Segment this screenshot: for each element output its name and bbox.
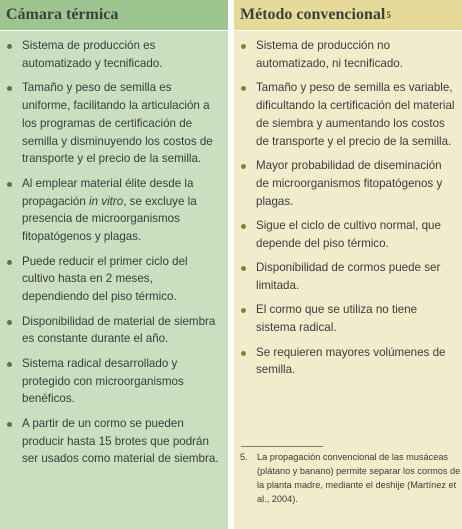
- list-item: Sistema de producción es automatizado y tecnificado.: [6, 37, 222, 73]
- list-item: Disponibilidad de material de siembra es constante durante el año.: [6, 313, 222, 349]
- bullet-icon: [7, 86, 12, 91]
- list-item: El cormo que se utiliza no tiene sistema radical.: [240, 301, 456, 337]
- bullet-icon: [241, 44, 246, 49]
- footnote-divider: [241, 446, 323, 447]
- list-item: Mayor probabilidad de diseminación de microorganismos fitopatógenos y plagas.: [240, 157, 456, 210]
- list-item: Sistema de producción no automatizado, ni tecnificado.: [240, 37, 456, 73]
- bullet-icon: [7, 362, 12, 367]
- conventional-method-heading: Método convencional 5: [234, 0, 462, 30]
- conventional-method-title: Método convencional: [240, 6, 386, 23]
- list-item: Disponibilidad de cormos puede ser limitada.: [240, 259, 456, 295]
- footnote-text: La propagación convencional de las musáceas (plátano y banano) permite separar los cormos de la planta madre, mediante el deshije (Martínez et al., 2004).: [257, 452, 461, 504]
- thermal-chamber-title: Cámara térmica: [6, 6, 119, 23]
- bullet-icon: [241, 224, 246, 229]
- list-item: Tamaño y peso de semilla es variable, dificultando la certificación del material de siembra y aumentando los costos de transporte y el precio de la semilla.: [240, 79, 456, 150]
- bullet-icon: [241, 308, 246, 313]
- thermal-chamber-column: [0, 0, 228, 529]
- conventional-method-list: [234, 31, 462, 379]
- bullet-icon: [7, 182, 12, 187]
- bullet-icon: [241, 164, 246, 169]
- list-item: A partir de un cormo se pueden producir hasta 15 brotes que podrán ser usados como material de siembra.: [6, 415, 222, 468]
- list-item: Tamaño y peso de semilla es uniforme, facilitando la articulación a los programas de certificación de semilla y disminuyendo los costos de transporte y el precio de la semilla.: [6, 79, 222, 168]
- list-item: Se requieren mayores volúmenes de semilla.: [240, 344, 456, 380]
- list-item: Puede reducir el primer ciclo del cultivo hasta en 2 meses, dependiendo del piso térmico.: [6, 253, 222, 306]
- footnote-number: 5.: [240, 452, 248, 462]
- bullet-icon: [241, 351, 246, 356]
- footnote: [240, 450, 462, 506]
- thermal-chamber-list: [0, 31, 228, 468]
- list-item: Sistema radical desarrollado y protegido con microorganismos benéficos.: [6, 355, 222, 408]
- bullet-icon: [241, 86, 246, 91]
- list-item: Al emplear material élite desde la propagación in vitro, se excluye la presencia de microorganismos fitopatógenos y plagas.: [6, 175, 222, 246]
- bullet-icon: [7, 44, 12, 49]
- thermal-chamber-heading: [0, 0, 228, 30]
- bullet-icon: [7, 422, 12, 427]
- bullet-icon: [7, 320, 12, 325]
- bullet-icon: [241, 266, 246, 271]
- list-item: Sigue el ciclo de cultivo normal, que depende del piso térmico.: [240, 217, 456, 253]
- bullet-icon: [7, 260, 12, 265]
- conventional-method-column: [228, 0, 462, 529]
